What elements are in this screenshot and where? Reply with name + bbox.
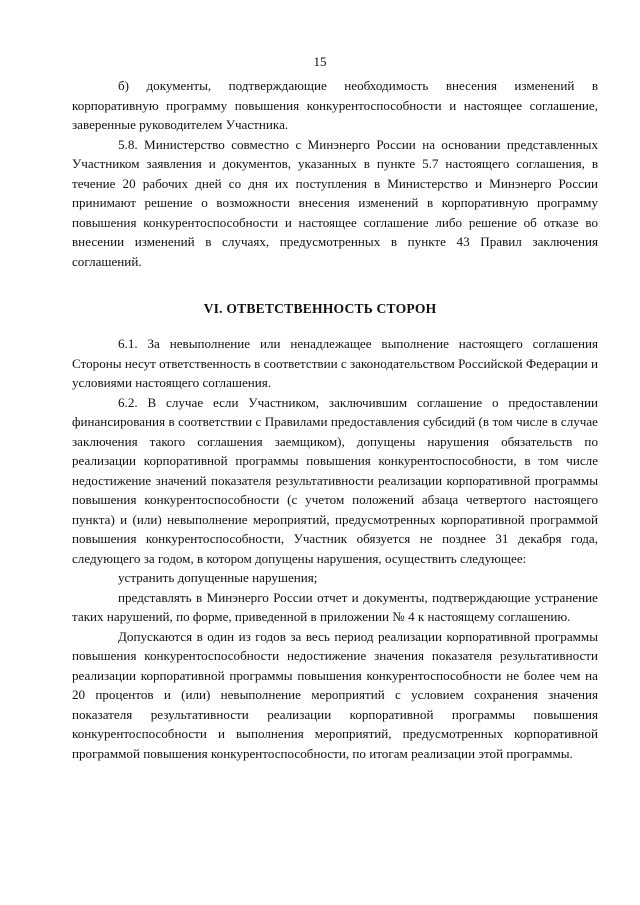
paragraph: б) документы, подтверждающие необходимость внесения изменений в корпоративную программу повышения конкурентоспособности и настоящее соглашение, заверенные руководителем Участника. [72, 78, 598, 132]
page-number: 15 [313, 54, 327, 69]
section-heading: VI. ОТВЕТСТВЕННОСТЬ СТОРОН [203, 301, 437, 316]
paragraph: Допускаются в один из годов за весь период реализации корпоративной программы повышения конкурентоспособности недостижение значения показателя результативности реализации корпоративной программы повышения конкурентоспособности не более чем на 20 процентов и (или) невыполнение мероприятий с условием сохранения значения показателя результативности реализации корпоративной программы повышения конкурентоспособности и выполнения мероприятий, предусмотренных корпоративной программой повышения конкурентоспособности, по итогам реализации этой программы. [72, 628, 598, 761]
paragraphs-before-heading [72, 76, 598, 271]
paragraph: устранить допущенные нарушения; [118, 570, 318, 585]
paragraphs-after-heading [72, 334, 598, 763]
paragraph: 6.2. В случае если Участником, заключившим соглашение о предоставлении финансирования в соответствии с Правилами предоставления субсидий (в том числе в случае заключения такого соглашения заемщиком), допущены нарушения обязательств по реализации корпоративной программы повышения конкурентоспособности, в том числе недостижение значений показателя результативности реализации корпоративной программы повышения конкурентоспособности (с учетом положений абзаца четвертого настоящего пункта) и (или) невыполнение мероприятий, предусмотренных корпоративной программой повышения конкурентоспособности, Участник обязуется не позднее 31 декабря года, следующего за годом, в котором допущены нарушения, осуществить следующее: [72, 394, 598, 566]
paragraph: 6.1. За невыполнение или ненадлежащее выполнение настоящего соглашения Стороны несут ответственность в соответствии с законодательством Российской Федерации и условиями настоящего соглашения. [72, 336, 598, 390]
paragraph: 5.8. Министерство совместно с Минэнерго России на основании представленных Участником заявления и документов, указанных в пункте 5.7 настоящего соглашения, в течение 20 рабочих дней со дня их поступления в Министерство и Минэнерго России принимают решение о возможности внесения изменений в корпоративную программу повышения конкурентоспособности и настоящее соглашение либо решение об отказе во внесении изменений в случаях, предусмотренных в пункте 43 Правил заключения соглашений. [72, 136, 598, 269]
paragraph: представлять в Минэнерго России отчет и документы, подтверждающие устранение таких нарушений, по форме, приведенной в приложении № 4 к настоящему соглашению. [72, 589, 598, 624]
